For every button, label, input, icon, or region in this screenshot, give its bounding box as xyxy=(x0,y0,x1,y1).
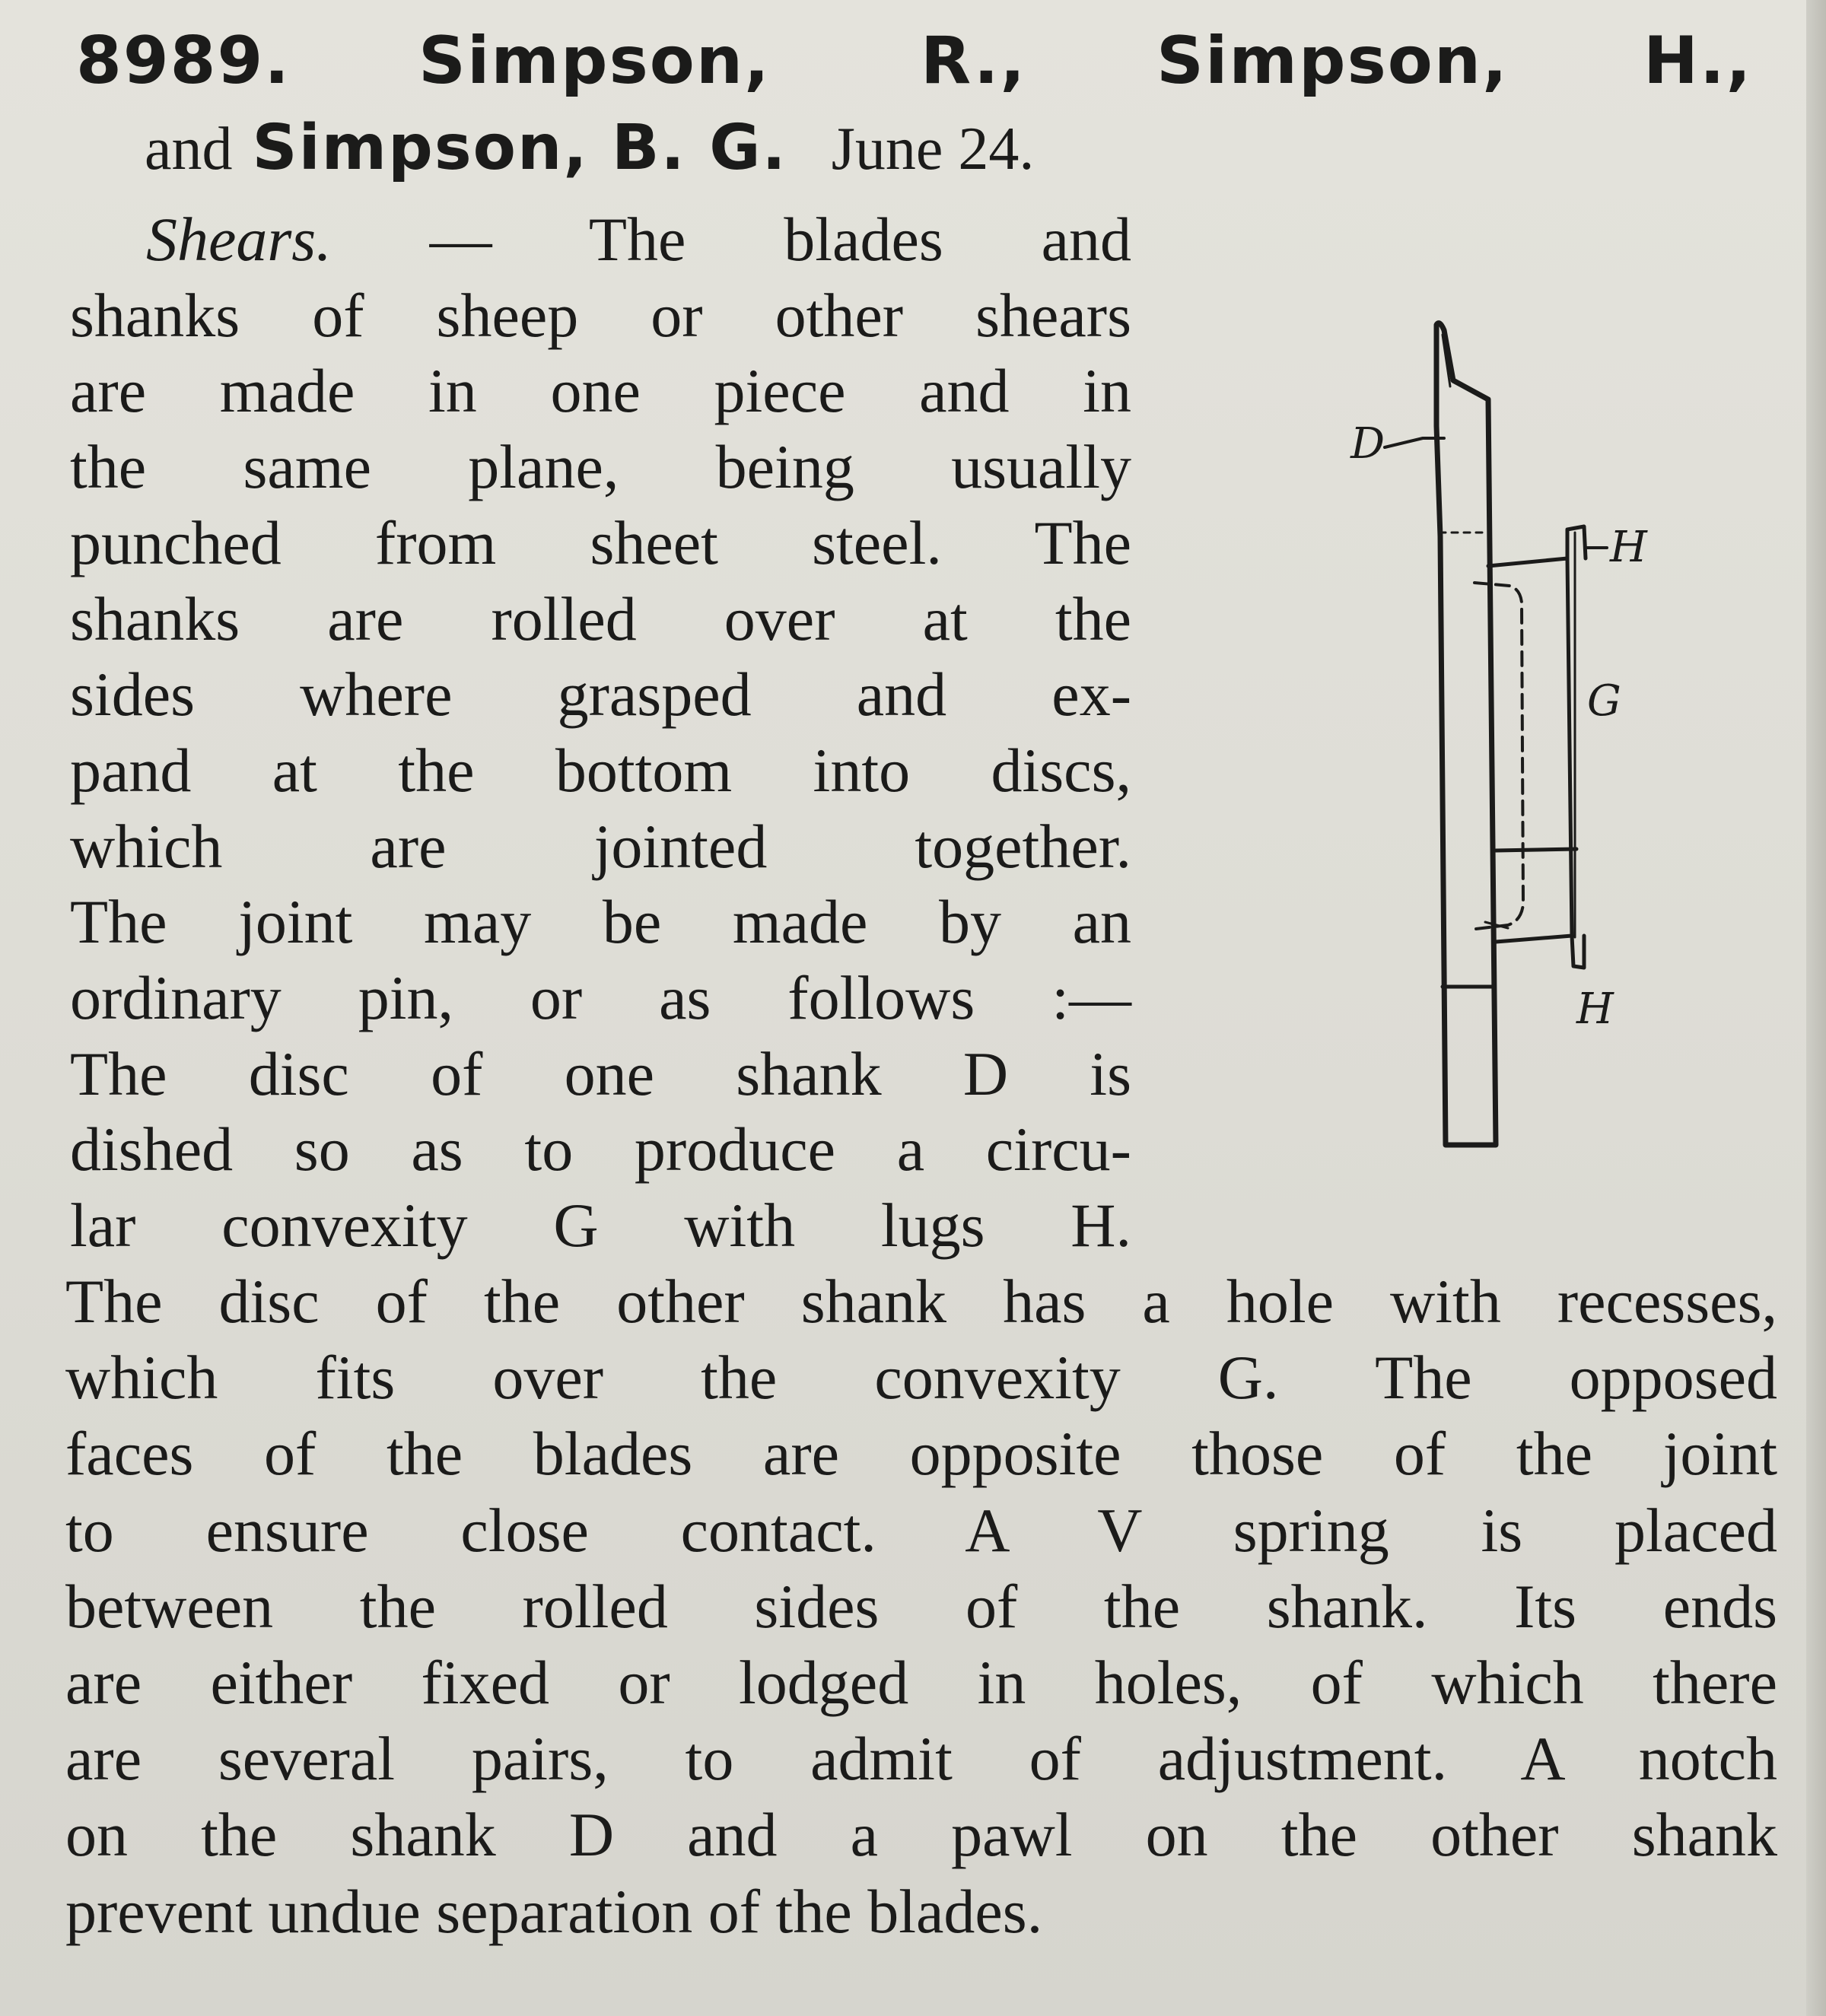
text-line: lar convexity G with lugs H. xyxy=(70,1191,1131,1261)
inventor-initial-2: H., xyxy=(1643,23,1753,99)
subject-heading: Shears. xyxy=(146,205,332,274)
narrow-column-text xyxy=(70,202,1131,1264)
patent-number: 8989. xyxy=(76,23,291,99)
entry-date: June 24. xyxy=(831,116,1035,183)
page-edge xyxy=(1806,0,1826,2016)
text-line: punched from sheet steel. The xyxy=(70,507,1131,577)
text-line: to ensure close contact. A V spring is placed xyxy=(65,1495,1777,1565)
full-width-text xyxy=(65,1264,1777,1950)
figure-label-h-top: H xyxy=(1610,523,1647,572)
text-line xyxy=(70,202,1131,278)
text-line: on the shank D and a pawl on the other shank xyxy=(65,1800,1777,1870)
text-line: are made in one piece and in xyxy=(70,356,1131,426)
text-line-rest: — The blades and xyxy=(331,205,1131,274)
shears-drawing xyxy=(1309,304,1647,1164)
text-line: pand at the bottom into discs, xyxy=(70,735,1131,805)
inventor-surname-2: Simpson, xyxy=(1156,23,1509,99)
text-line: the same plane, being usually xyxy=(70,432,1131,502)
text-line: between the rolled sides of the shank. Its ends xyxy=(65,1571,1777,1641)
text-line: sides where grasped and ex- xyxy=(70,660,1131,730)
text-line: shanks of sheep or other shears xyxy=(70,280,1131,350)
text-line: are several pairs, to admit of adjustment. A notch xyxy=(65,1724,1777,1794)
entry-header xyxy=(76,15,1788,190)
text-line: shanks are rolled over at the xyxy=(70,583,1131,653)
figure-label-g: G xyxy=(1587,676,1621,726)
text-line: faces of the blades are opposite those of the joint xyxy=(65,1419,1777,1489)
inventor-name-3: Simpson, B. G. xyxy=(252,112,787,184)
text-line: The joint may be made by an xyxy=(70,887,1131,957)
figure-label-d: D xyxy=(1350,419,1385,469)
inventor-initial-1: R., xyxy=(921,23,1027,99)
header-and: and xyxy=(145,116,233,183)
text-line: prevent undue separation of the blades. xyxy=(65,1876,1043,1946)
text-line: which are jointed together. xyxy=(70,811,1131,881)
header-line-1 xyxy=(76,15,1788,107)
shears-figure xyxy=(1309,304,1647,1164)
text-line: which fits over the convexity G. The opposed xyxy=(65,1343,1777,1413)
figure-label-h-bottom: H xyxy=(1576,984,1614,1034)
text-line: ordinary pin, or as follows :— xyxy=(70,963,1131,1033)
text-line: The disc of one shank D is xyxy=(70,1038,1131,1108)
header-line-2 xyxy=(145,107,1788,190)
text-line: The disc of the other shank has a hole with recesses, xyxy=(65,1267,1777,1336)
text-line: dished so as to produce a circu- xyxy=(70,1115,1131,1184)
inventor-surname-1: Simpson, xyxy=(418,23,771,99)
text-line: are either fixed or lodged in holes, of which there xyxy=(65,1648,1777,1718)
